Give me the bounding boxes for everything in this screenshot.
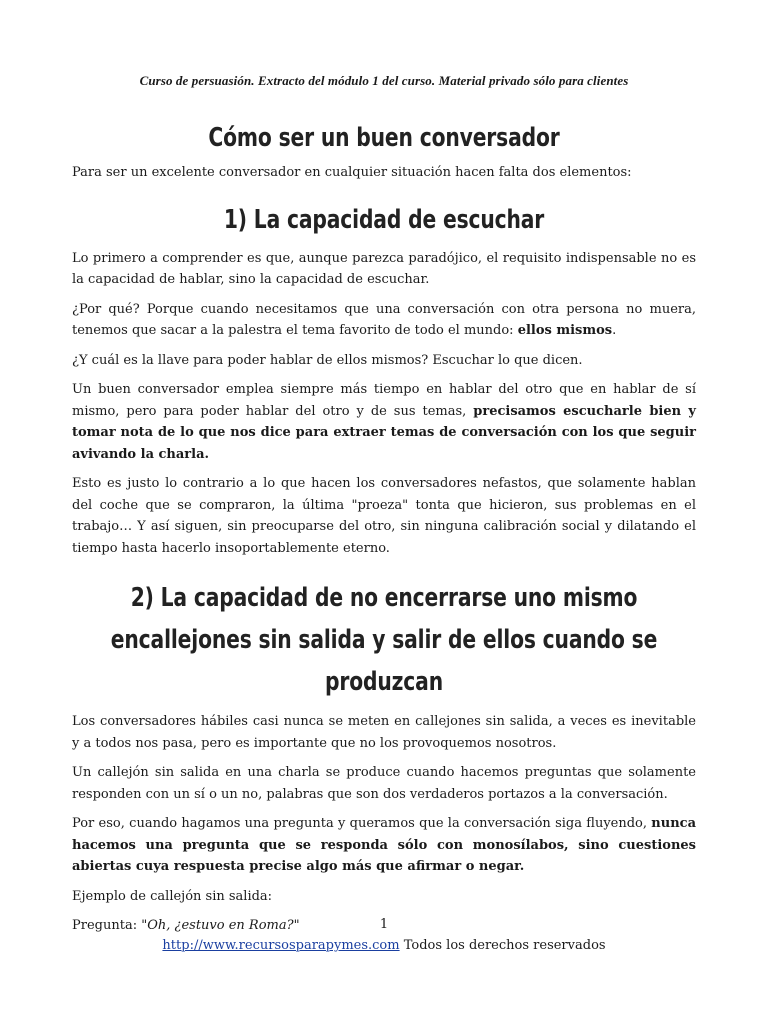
section-2-paragraph-4: Ejemplo de callejón sin salida: — [72, 888, 273, 904]
paragraph-text: ¿Por qué? Porque cuando necesitamos que una conversación con otra persona no muera, tenemos que sacar a la palestra el tema favorito de todo el mundo: — [72, 301, 696, 338]
question-label: Pregunta: — [72, 918, 142, 933]
rights-text: Todos los derechos reservados — [399, 938, 606, 953]
bold-emphasis: ellos mismos — [517, 323, 613, 338]
document-body — [72, 118, 696, 945]
intro-paragraph: Para ser un excelente conversador en cualquier situación hacen falta dos elementos: — [72, 165, 632, 180]
bold-emphasis: nunca hacemos una pregunta que se responda sólo con monosílabos, sino cuestiones abiertas cuya respuesta precise algo más que afirmar o negar. — [72, 816, 696, 874]
section-1-paragraph-3: ¿Y cuál es la llave para poder hablar de ellos mismos? Escuchar lo que dicen. — [72, 352, 583, 368]
document-title: Cómo ser un buen conversador — [208, 123, 560, 153]
section-1-paragraph-1: Lo primero a comprender es que, aunque parezca paradójico, el requisito indispensable no es la capacidad de hablar, sino la capacidad de escuchar. — [72, 250, 696, 287]
section-1-heading: 1) La capacidad de escuchar — [223, 204, 545, 235]
section-2-paragraph-2: Un callejón sin salida en una charla se produce cuando hacemos preguntas que solamente responden con un sí o un no, palabras que son dos verdaderos portazos a la conversación. — [72, 765, 696, 802]
paragraph-text: Un buen conversador emplea siempre más tiempo en hablar del otro que en hablar de sí mismo, pero para poder hablar del otro y de sus temas, — [72, 382, 696, 419]
paragraph-end: . — [612, 323, 617, 338]
section-2-paragraph-1: Los conversadores hábiles casi nunca se meten en callejones sin salida, a veces es inevitable y a todos nos pasa, pero es importante que no los provoquemos nosotros. — [72, 714, 696, 751]
section-1-paragraph-5: Esto es justo lo contrario a lo que hacen los conversadores nefastos, que solamente hablan del coche que se compraron, la última "proeza" tonta que hicieron, sus problemas en el trabajo… Y así siguen, sin preocuparse del otro, sin ninguna calibración social y dilatando el tiempo hasta hacerlo insoportablemente eterno. — [72, 476, 696, 556]
website-link[interactable]: http://www.recursosparapymes.com — [162, 938, 400, 953]
page-number: 1 — [379, 917, 389, 932]
section-2-paragraph-3 — [72, 813, 696, 878]
page-footer — [0, 914, 768, 956]
bold-emphasis: precisamos escucharle bien y tomar nota de lo que nos dice para extraer temas de conversación con los que seguir avivando la charla. — [72, 403, 696, 462]
section-1-paragraph-4 — [72, 379, 696, 465]
page-header: Curso de persuasión. Extracto del módulo 1 del curso. Material privado sólo para clientes — [139, 73, 629, 88]
section-1-paragraph-2 — [72, 299, 696, 342]
section-2-heading: 2) La capacidad de no encerrarse uno mismo encallejones sin salida y salir de ellos cuando se produzcan — [110, 583, 658, 697]
question-quote: "Oh, ¿estuvo en Roma?" — [141, 918, 300, 933]
footer-line — [0, 935, 768, 956]
paragraph-text: Por eso, cuando hagamos una pregunta y queramos que la conversación siga fluyendo, — [72, 816, 652, 831]
